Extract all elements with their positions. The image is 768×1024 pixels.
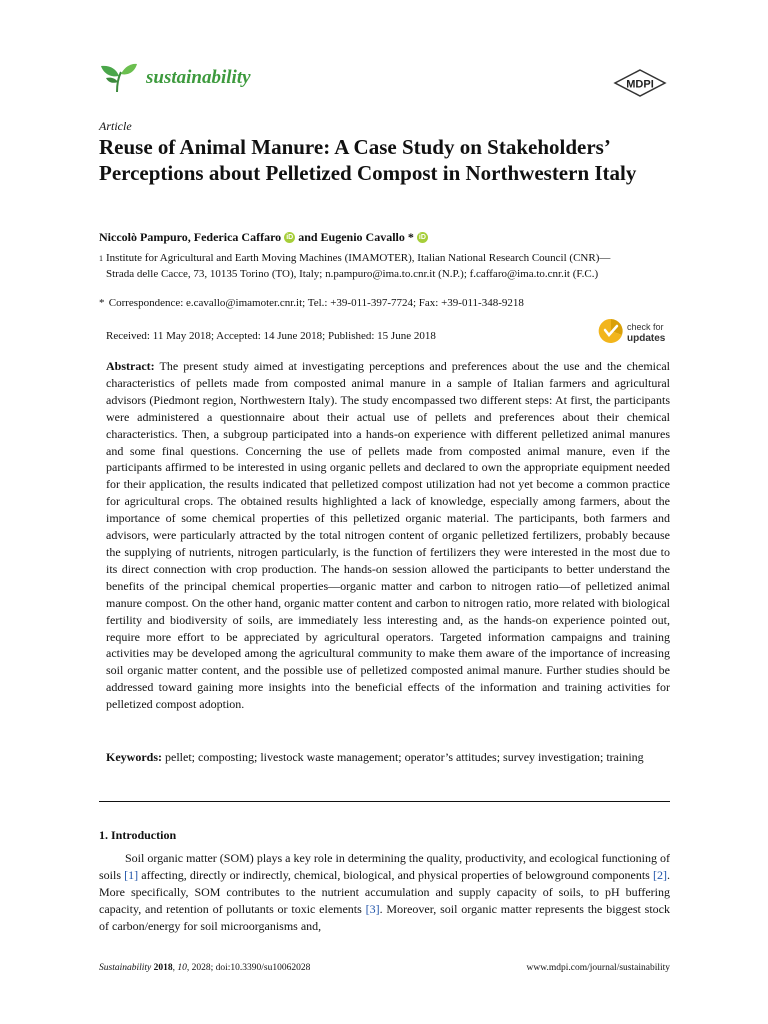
affiliation (99, 251, 619, 282)
author-names: Niccolò Pampuro, Federica Caffaro (99, 230, 282, 244)
introduction-paragraph (99, 850, 670, 935)
abstract-text: The present study aimed at investigating perceptions and preferences about the use and the chemical characteristics of pellets made from composted animal manure in a sample of Italian farmers and agricultural advisors (Piedmont region, Northwestern Italy). The study encompassed two different steps: At first, the participants were administered a questionnaire about their actual use of pellets and preferences about their chemical characteristics. Then, a subgroup participated into a hands-on experience with different pelletized animal manures and some final questions. Concerning the use of pellets made from composted animal manure, even if the participants affirmed to be interested in using organic pellets and declared to own the appropriate equipment needed for their application, the results indicated that pelletized compost utilization had not yet become a common practice for agricultural crops. The obtained results highlighted a lack of knowledge, especially among farmers, about the importance of some chemical properties of this pelletized organic material. The participants, both farmers and advisors, were particularly attracted by the total nitrogen content of organic pelletized fertilizers, probably because the supplying of nutrients, nitrogen particularly, is the function of fertilizers they were interested in the most due to its direct connection with crop production. The hands-on session allowed the participants to better understand the benefits of the principal chemical properties—organic matter and carbon to nitrogen ratio—of pelletized animal manure compost. On the other hand, organic matter content and carbon to nitrogen ratio, more related with biological fertility and biodiversity of soils, are immediately less interesting and, as the hands-on experience pointed out, require more effort to be appreciated by agricultural operators. Targeted information campaigns and training activities may be developed among the agricultural community to make them aware of the importance of increasing soil organic matter content, and the possible use of pelletized composted animal manure. Further studies should be addressed toward gaining more insights into the beneficial effects of the information and training activities for pelletized compost adoption. (106, 359, 670, 712)
intro-text: . Moreover, soil organic matter represents the biggest stock of carbon/energy for soil microorganisms and, (99, 901, 670, 933)
footer-citation: Sustainability 2018, 10, 2028; doi:10.3390/su10062028 (99, 963, 311, 973)
journal-name: sustainability (146, 67, 251, 88)
mdpi-logo (612, 68, 668, 98)
keywords-label: Keywords: (106, 750, 162, 764)
orcid-icon[interactable]: iD (418, 234, 426, 241)
footer-year: 2018 (153, 963, 173, 973)
intro-text: Soil organic matter (SOM) plays a key role in determining the quality, productivity, and ecological functioning of soils (99, 851, 670, 882)
footer-doi: , 2028; doi:10.3390/su10062028 (186, 963, 311, 973)
keywords (106, 749, 670, 766)
article-title: Reuse of Animal Manure: A Case Study on Stakeholders’ Perceptions about Pelletized Compost in Northwestern Italy (99, 135, 637, 185)
citation-link[interactable]: [3] (365, 901, 380, 916)
correspondence-text: Correspondence: e.cavallo@imamoter.cnr.it; Tel.: +39-011-397-7724; Fax: +39-011-348-9218 (108, 297, 524, 309)
correspondence (99, 296, 639, 312)
citation-link[interactable]: [1] (124, 867, 139, 882)
sustainability-leaf-icon (99, 62, 139, 94)
check-updates-line1: check for (627, 322, 664, 332)
svg-text:MDPI: MDPI (626, 78, 654, 91)
abstract (106, 358, 670, 713)
author-names: Eugenio Cavallo * (320, 230, 414, 244)
section-divider (99, 801, 670, 802)
keywords-text: pellet; composting; livestock waste management; operator’s attitudes; survey investigation; training (165, 750, 644, 764)
abstract-label: Abstract: (106, 359, 155, 373)
citation-link[interactable]: [2] (653, 867, 667, 882)
footer-volume: 10 (177, 963, 187, 973)
affiliation-number: 1 (99, 254, 103, 263)
author-conjunction: and (298, 230, 318, 244)
footer-url[interactable]: www.mdpi.com/journal/sustainability (526, 963, 670, 973)
intro-text: affecting, directly or indirectly, chemical, biological, and physical properties of belowground components (138, 867, 653, 882)
check-updates-line2: updates (627, 333, 666, 344)
footer-journal: Sustainability (99, 963, 152, 973)
check-for-updates-badge[interactable] (598, 318, 676, 348)
author-list (99, 230, 428, 245)
affiliation-text: Institute for Agricultural and Earth Moving Machines (IMAMOTER), Italian National Research Council (CNR)—Strada delle Cacce, 73, 10135 Torino (TO), Italy; n.pampuro@ima.to.cnr.it (N.P.); f.caffaro@ima.to.cnr.it (F.C.) (106, 252, 611, 280)
check-updates-icon (599, 319, 623, 343)
publication-dates: Received: 11 May 2018; Accepted: 14 June 2018; Published: 15 June 2018 (106, 330, 436, 342)
correspondence-mark: * (99, 297, 105, 309)
section-heading: 1. Introduction (99, 828, 177, 842)
orcid-icon[interactable]: iD (286, 234, 294, 241)
intro-text: . More specifically, SOM contributes to the nutrient accumulation and supply capacity of soils, to pH buffering capacity, and retention of pollutants or toxic elements (99, 867, 670, 916)
article-type: Article (99, 119, 132, 133)
